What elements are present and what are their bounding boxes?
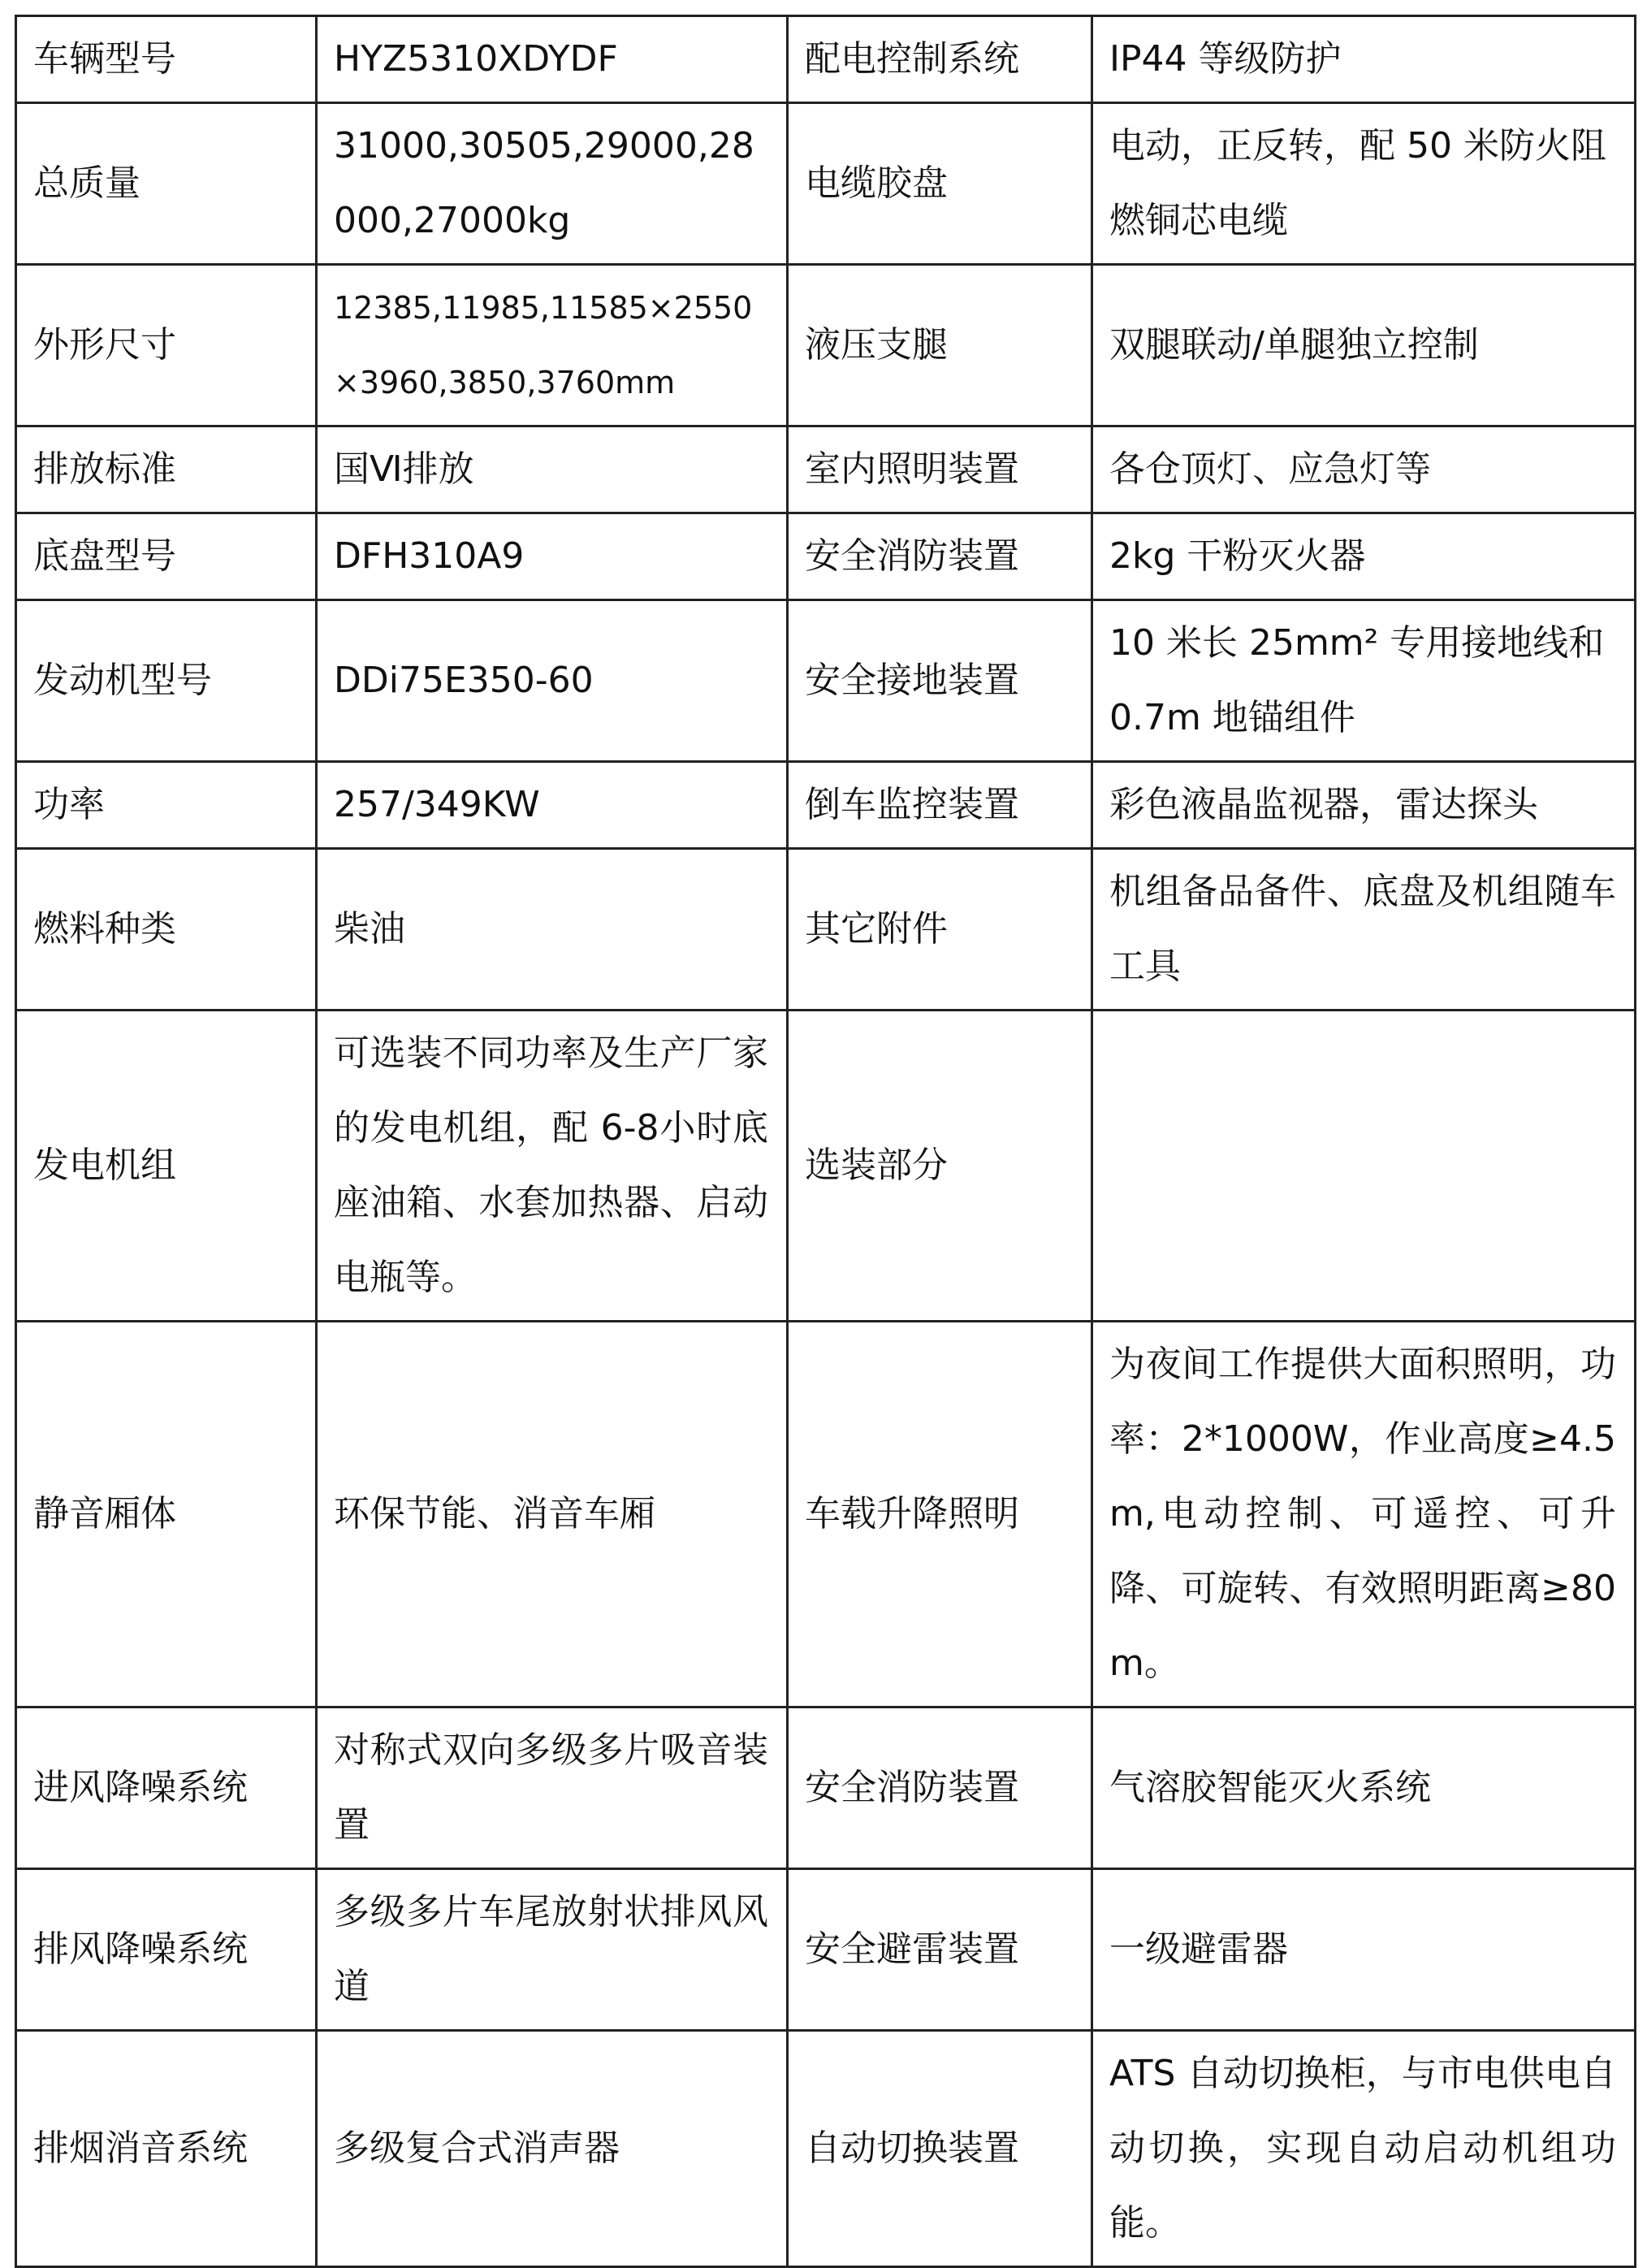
label-cell: 其它附件 [788, 849, 1092, 1011]
table-row [16, 426, 1636, 513]
value-cell: 多级复合式消声器 [317, 2031, 788, 2267]
value-cell: 柴油 [317, 849, 788, 1011]
table-row [16, 1869, 1636, 2031]
value-cell: 彩色液晶监视器，雷达探头 [1092, 762, 1636, 849]
label-cell: 安全接地装置 [788, 600, 1092, 762]
label-cell: 车载升降照明 [788, 1322, 1092, 1707]
value-cell: 环保节能、消音车厢 [317, 1322, 788, 1707]
value-cell: 双腿联动/单腿独立控制 [1092, 265, 1636, 426]
value-cell: 多级多片车尾放射状排风风道 [317, 1869, 788, 2031]
value-cell: 气溶胶智能灭火系统 [1092, 1707, 1636, 1869]
table-row [16, 513, 1636, 600]
value-cell: 可选装不同功率及生产厂家的发电机组，配 6-8小时底座油箱、水套加热器、启动电瓶等。 [317, 1011, 788, 1322]
label-cell: 外形尺寸 [16, 265, 317, 426]
label-cell: 功率 [16, 762, 317, 849]
label-cell: 电缆胶盘 [788, 103, 1092, 265]
label-cell: 车辆型号 [16, 16, 317, 103]
table-row [16, 600, 1636, 762]
label-cell: 安全避雷装置 [788, 1869, 1092, 2031]
label-cell: 总质量 [16, 103, 317, 265]
label-cell: 燃料种类 [16, 849, 317, 1011]
table-row [16, 762, 1636, 849]
label-cell: 倒车监控装置 [788, 762, 1092, 849]
value-cell: 2kg 干粉灭火器 [1092, 513, 1636, 600]
label-cell: 静音厢体 [16, 1322, 317, 1707]
value-cell: IP44 等级防护 [1092, 16, 1636, 103]
value-cell: 机组备品备件、底盘及机组随车工具 [1092, 849, 1636, 1011]
label-cell: 液压支腿 [788, 265, 1092, 426]
value-cell: 10 米长 25mm² 专用接地线和0.7m 地锚组件 [1092, 600, 1636, 762]
label-cell: 进风降噪系统 [16, 1707, 317, 1869]
label-cell: 安全消防装置 [788, 1707, 1092, 1869]
spec-table [15, 15, 1636, 2268]
label-cell: 排放标准 [16, 426, 317, 513]
label-cell: 选装部分 [788, 1011, 1092, 1322]
value-cell: 31000,30505,29000,28000,27000kg [317, 103, 788, 265]
table-row [16, 849, 1636, 1011]
value-cell: 一级避雷器 [1092, 1869, 1636, 2031]
table-row [16, 16, 1636, 103]
table-row [16, 2031, 1636, 2267]
value-cell: DFH310A9 [317, 513, 788, 600]
value-cell: HYZ5310XDYDF [317, 16, 788, 103]
label-cell: 排烟消音系统 [16, 2031, 317, 2267]
value-cell [1092, 1011, 1636, 1322]
value-cell: 对称式双向多级多片吸音装置 [317, 1707, 788, 1869]
value-cell: ATS 自动切换柜，与市电供电自动切换，实现自动启动机组功能。 [1092, 2031, 1636, 2267]
label-cell: 自动切换装置 [788, 2031, 1092, 2267]
value-cell: 电动，正反转，配 50 米防火阻燃铜芯电缆 [1092, 103, 1636, 265]
table-row [16, 1707, 1636, 1869]
value-cell: 12385,11985,11585×2550×3960,3850,3760mm [317, 265, 788, 426]
value-cell: 国Ⅵ排放 [317, 426, 788, 513]
value-cell: 各仓顶灯、应急灯等 [1092, 426, 1636, 513]
label-cell: 底盘型号 [16, 513, 317, 600]
table-row [16, 1322, 1636, 1707]
value-cell: 257/349KW [317, 762, 788, 849]
label-cell: 排风降噪系统 [16, 1869, 317, 2031]
label-cell: 室内照明装置 [788, 426, 1092, 513]
label-cell: 配电控制系统 [788, 16, 1092, 103]
label-cell: 发电机组 [16, 1011, 317, 1322]
label-cell: 安全消防装置 [788, 513, 1092, 600]
label-cell: 发动机型号 [16, 600, 317, 762]
value-cell: 为夜间工作提供大面积照明，功率：2*1000W，作业高度≥4.5m,电动控制、可遥控、可升降、可旋转、有效照明距离≥80m。 [1092, 1322, 1636, 1707]
table-row [16, 103, 1636, 265]
table-row [16, 1011, 1636, 1322]
value-cell: DDi75E350-60 [317, 600, 788, 762]
table-row [16, 265, 1636, 426]
